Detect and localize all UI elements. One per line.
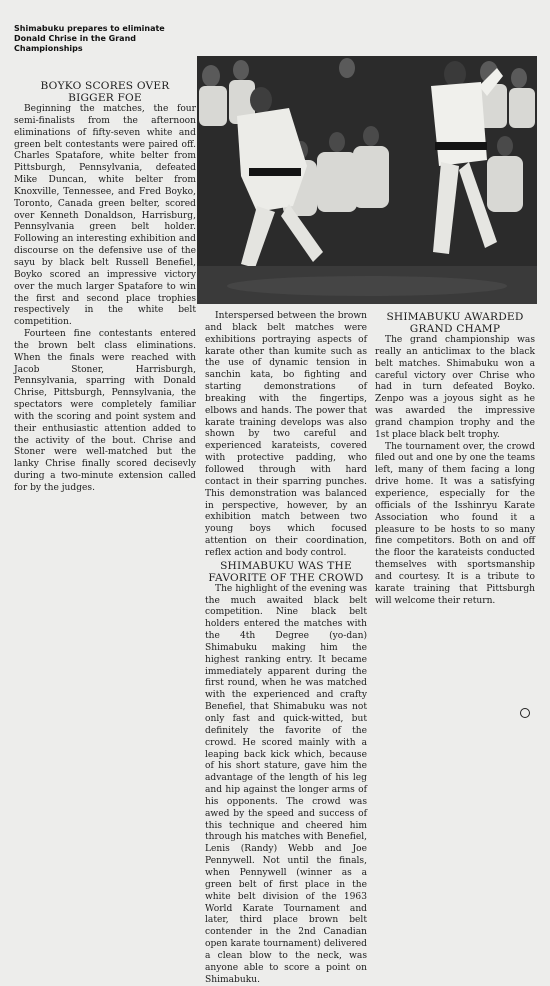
section-heading-boyko bbox=[14, 80, 196, 104]
article-column-1 bbox=[14, 80, 196, 495]
paragraph: Interspersed between the brown and black belt matches were exhibitions portraying aspects of karate other than kumite such as the use of dynamic tension in sanchin kata, bo fighting and starting demonstrations of breaking with the fingertips, elbows and hands. The power that karate training develops was also shown by two careful and experienced karateists, covered with protective padding, who followed through with hard contact in their sparring punches. This demonstration was balanced in perspective, however, by an exhibition match between two young boys which focused attention on their coordination, reflex action and body control. bbox=[205, 311, 367, 558]
paragraph: The grand championship was really an anticlimax to the black belt matches. Shimabuku won a careful victory over Chrise who had in turn defeated Boyko. Zenpo was a joyous sight as he was awarded the impressive grand champion trophy and the 1st place black belt trophy. bbox=[375, 335, 535, 440]
photo-caption: Shimabuku prepares to eliminate Donald Chrise in the Grand Championships bbox=[14, 24, 165, 53]
heading-line: SHIMABUKU WAS THE bbox=[220, 559, 352, 572]
article-column-3 bbox=[375, 311, 535, 607]
section-heading-favorite bbox=[205, 560, 367, 584]
section-heading-grand-champ bbox=[375, 311, 535, 335]
photo-illustration bbox=[197, 56, 537, 304]
heading-line: BIGGER FOE bbox=[68, 92, 142, 104]
paragraph: The tournament over, the crowd filed out and one by one the teams left, many of them facing a long drive home. It was a satisfying experience, especially for the officials of the Isshinryu Karate Association who found it a pleasure to be hosts to so many fine competitors. Both on and off the floor the karateists conducted themselves with sportsmanship and courtesy. It is a tribute to karate training that Pittsburgh will welcome their return. bbox=[375, 441, 535, 606]
paragraph: The highlight of the evening was the much awaited black belt competition. Nine black belt holders entered the matches with the 4th Degree (yo-dan) Shimabuku making him the highest ranking entry. It became immediately apparent during the first round, when he was matched with the experienced and crafty Benefiel, that Shimabuku was not only fast and quick-witted, but definitely the favorite of the crowd. He scored mainly with a leaping back kick which, because of his short stature, gave him the advantage of the length of his leg and hip against the longer arms of his opponents. The crowd was awed by the speed and success of this technique and cheered him through his matches with Benefiel, Lenis (Randy) Webb and Joe Pennywell. Not until the finals, when Pennywell (winner as a green belt of first place in the white belt division of the 1963 World Karate Tournament and later, third place brown belt contender in the 2nd Canadian open karate tournament) delivered a clean blow to the neck, was anyone able to score a point on Shimabuku. bbox=[205, 583, 367, 985]
end-of-article-mark bbox=[520, 708, 530, 718]
heading-line: BOYKO SCORES OVER bbox=[40, 80, 170, 92]
heading-line: GRAND CHAMP bbox=[409, 323, 501, 335]
paragraph: Fourteen fine contestants entered the brown belt class eliminations. When the finals were reached with Jacob Stoner, Harrisburgh, Pennsylvania, sparring with Donald Chrise, Pittsburgh, Pennsylvania, the spectators were completely familiar with the scoring and point system and their enthusiastic attention added to the activity of the bout. Chrise and Stoner were well-matched but the lanky Chrise finally scored decisevly during a two-minute extension called for by the judges. bbox=[14, 329, 196, 493]
heading-line: SHIMABUKU AWARDED bbox=[386, 311, 524, 323]
paragraph: Beginning the matches, the four semi-finalists from the afternoon eliminations of fifty-seven white and green belt contestants were paired off. Charles Spatafore, white belter from Pittsburgh, Pennsylvania, defeated Mike Duncan, white belter from Knoxville, Tennessee, and Fred Boyko, Toronto, Canada green belter, scored over Kenneth Donaldson, Harrisburg, Pennsylvania green belt holder. Following an interesting exhibition and discourse on the defensive use of the sayu by black belt Russell Benefiel, Boyko scored an impressive victory over the much larger Spatafore to win the first and second place trophies respectively in the white belt competition. bbox=[14, 104, 196, 328]
karate-match-photo bbox=[197, 56, 537, 304]
article-column-2 bbox=[205, 311, 367, 986]
heading-line: FAVORITE OF THE CROWD bbox=[208, 571, 364, 584]
